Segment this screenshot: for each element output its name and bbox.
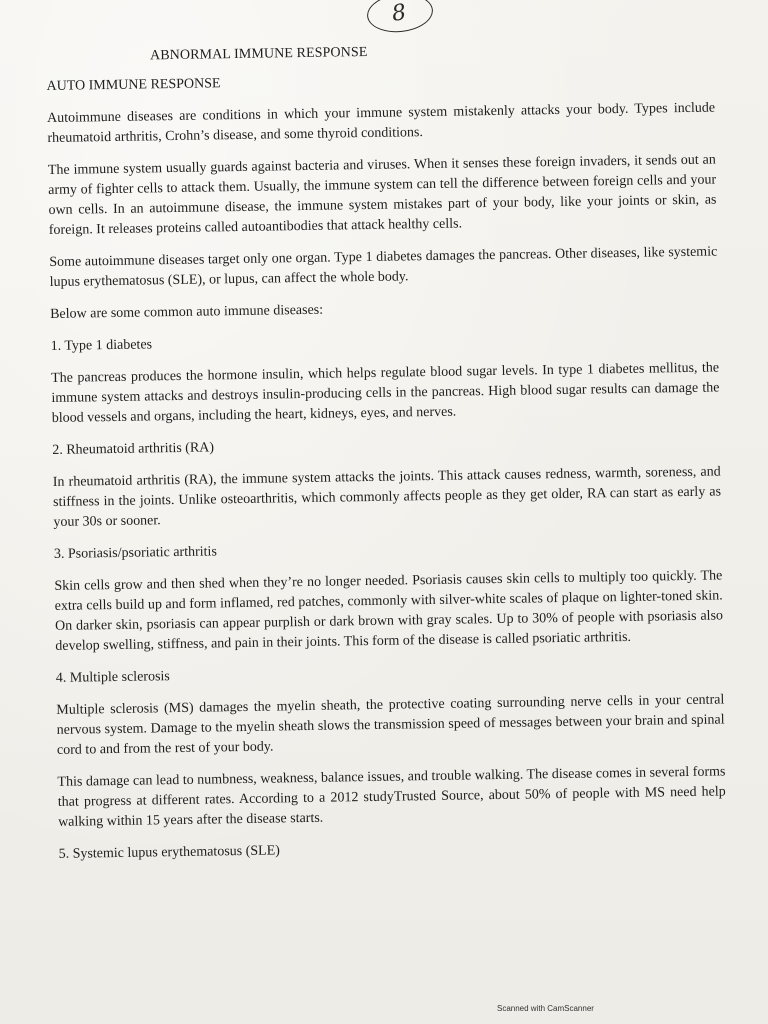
disease-paragraph: The pancreas produces the hormone insulin, which helps regulate blood sugar levels. In type 1 diabetes mellitus, the immune system attacks and destroys insulin-producing cells in the pancreas. High blood sugar results can damage the blood vessels and organs, including the heart, kidneys, eyes, and nerves. — [51, 360, 720, 426]
disease-heading: 4. Multiple sclerosis — [55, 669, 170, 686]
handwritten-page-number: 8 — [390, 0, 408, 27]
scanner-watermark: Scanned with CamScanner — [497, 1004, 594, 1013]
disease-heading: 5. Systemic lupus erythematosus (SLE) — [58, 843, 280, 862]
intro-paragraph: Autoimmune diseases are conditions in which your immune system mistakenly attacks your body. Types include rheumatoid arthritis, Crohn’s disease, and some thyroid conditions. — [46, 100, 716, 146]
disease-heading: 1. Type 1 diabetes — [50, 337, 153, 354]
disease-paragraph: In rheumatoid arthritis (RA), the immune system attacks the joints. This attack causes redness, warmth, soreness, and stiffness in the joints. Unlike osteoarthritis, which commonly affects people as they get older, RA can start as early as your 30s or sooner. — [52, 464, 722, 530]
intro-paragraph: Some autoimmune diseases target only one organ. Type 1 diabetes damages the pancreas. Other diseases, like systemic lupus erythematosus (SLE), or lupus, can affect the whole body. — [49, 244, 718, 290]
disease-paragraph: Skin cells grow and then shed when they’re no longer needed. Psoriasis causes skin cells to multiply too quickly. The extra cells build up and form inflamed, red patches, commonly with silver-white scales of plaque on lighter-toned skin. On darker skin, psoriasis can appear purplish or dark brown with gray scales. Up to 30% of people with psoriasis also develop swelling, stiffness, and pain in their joints. This form of the disease is called psoriatic arthritis. — [54, 568, 724, 654]
disease-paragraph: Multiple sclerosis (MS) damages the myelin sheath, the protective coating surrounding nerve cells in your central nervous system. Damage to the myelin sheath slows the transmission speed of messages between your brain and spinal cord to and from the rest of your body. — [56, 692, 725, 758]
list-intro: Below are some common auto immune diseases: — [50, 302, 324, 322]
disease-paragraph: This damage can lead to numbness, weakness, balance issues, and trouble walking. The disease comes in several forms that progress at different rates. According to a 2012 studyTrusted Source, about 50% of people with MS need help walking within 15 years after the disease starts. — [57, 764, 726, 830]
section-title: AUTO IMMUNE RESPONSE — [46, 76, 221, 94]
intro-paragraph: The immune system usually guards against bacteria and viruses. When it senses these foreign invaders, it sends out an army of fighter cells to attack them. Usually, the immune system can tell the difference between foreign cells and your own cells. In an autoimmune disease, the immune system mistakes part of your body, like your joints or skin, as foreign. It releases proteins called autoantibodies that attack healthy cells. — [47, 152, 717, 238]
disease-heading: 2. Rheumatoid arthritis (RA) — [52, 440, 215, 458]
disease-heading: 3. Psoriasis/psoriatic arthritis — [53, 544, 217, 562]
document-title: ABNORMAL IMMUNE RESPONSE — [149, 44, 368, 64]
document-body — [46, 40, 727, 877]
